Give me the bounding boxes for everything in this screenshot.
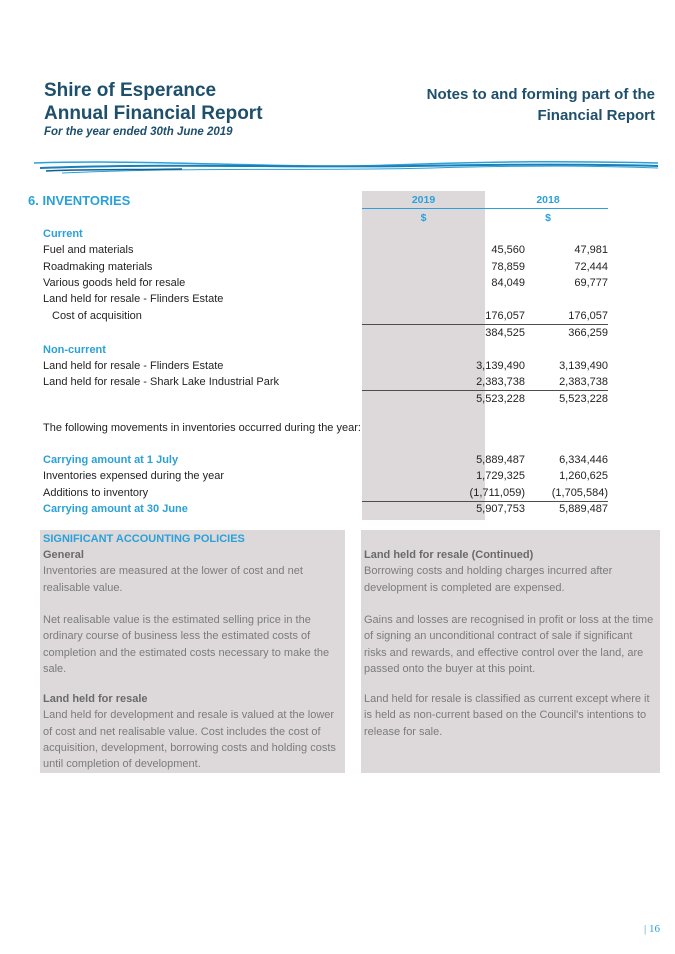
table-row [43, 468, 608, 484]
current-heading-row [43, 226, 608, 242]
notes-title [335, 84, 655, 126]
value-2018: 3,139,490 [559, 360, 608, 372]
row-label: Carrying amount at 1 July [43, 454, 179, 466]
value-2018: 47,981 [574, 244, 608, 256]
value-2019: 176,057 [485, 310, 525, 322]
value-2018: 5,889,487 [559, 503, 608, 515]
policy-land-p1: Land held for development and resale is valued at the lower of cost and net realisable value. Cost includes the cost of acquisition, development, borrowing costs and holding costs until completion of development. [43, 709, 336, 771]
report-title: Annual Financial Report [44, 103, 263, 124]
policy-land [43, 691, 339, 772]
table-row [43, 308, 608, 324]
row-label: Land held for resale - Flinders Estate [43, 293, 224, 305]
current-heading: Current [43, 228, 83, 240]
value-2019: 45,560 [491, 244, 525, 256]
table-row [43, 452, 608, 468]
notes-title-line1: Notes to and forming part of the [426, 86, 655, 103]
value-2018: 72,444 [574, 261, 608, 273]
value-2018: 69,777 [574, 277, 608, 289]
policy-land-title: Land held for resale [43, 693, 148, 705]
value-2019: 1,729,325 [476, 470, 525, 482]
unit-2019: $ [420, 212, 427, 224]
row-label: Inventories expensed during the year [43, 470, 225, 482]
table-row [43, 374, 608, 390]
column-header-2019: 2019 [411, 194, 436, 206]
value-2019: (1,711,059) [469, 487, 525, 499]
policy-land-cont-title: Land held for resale (Continued) [364, 549, 534, 561]
noncurrent-heading-row [43, 342, 608, 358]
value-2018: (1,705,584) [551, 487, 608, 499]
value-2018: 176,057 [568, 310, 608, 322]
current-total-row [43, 325, 608, 341]
noncurrent-total-2018: 5,523,228 [559, 393, 608, 405]
noncurrent-total-2019: 5,523,228 [476, 393, 525, 405]
organisation-name: Shire of Esperance [44, 80, 217, 101]
noncurrent-heading: Non-current [43, 344, 106, 356]
value-2019: 3,139,490 [476, 360, 525, 372]
value-2019: 5,889,487 [476, 454, 525, 466]
policy-general [43, 547, 339, 596]
page-number: | 16 [644, 923, 660, 935]
policy-land-continued [364, 547, 656, 596]
table-row [43, 259, 608, 275]
policy-land-cont-p3: Land held for resale is classified as current except where it is held as non-current based on the Council's intentions to release for sale. [364, 693, 650, 738]
unit-2018: $ [545, 212, 551, 224]
value-2019: 5,907,753 [476, 503, 525, 515]
current-total-2018: 366,259 [568, 327, 608, 339]
row-label: Additions to inventory [43, 487, 149, 499]
report-period: For the year ended 30th June 2019 [44, 126, 233, 138]
header-wave-decoration [32, 155, 662, 185]
policy-land-cont-p2: Gains and losses are recognised in profit or loss at the time of signing an unconditional contract of sale if significant risks and rewards, and effective control over the land, are passed onto the buyer at this point. [364, 614, 654, 675]
value-2018: 2,383,738 [559, 376, 608, 388]
row-label: Fuel and materials [43, 244, 134, 256]
table-row [43, 358, 608, 374]
table-row [43, 291, 608, 307]
row-label: Carrying amount at 30 June [43, 503, 188, 515]
row-label: Land held for resale - Flinders Estate [43, 360, 224, 372]
policy-general-p2: Net realisable value is the estimated selling price in the ordinary course of business less the estimated costs of completion and the estimated costs necessary to make the sale. [43, 614, 330, 675]
row-label: Roadmaking materials [43, 261, 153, 273]
note-title: 6. INVENTORIES [28, 193, 131, 208]
row-label: Cost of acquisition [52, 310, 142, 322]
policy-general-title: General [43, 549, 84, 561]
policy-land-cont-p1: Borrowing costs and holding charges incurred after development is completed are expensed. [364, 565, 613, 594]
row-label: Various goods held for resale [43, 277, 186, 289]
column-header-rule [362, 208, 608, 209]
policies-heading: SIGNIFICANT ACCOUNTING POLICIES [43, 533, 245, 545]
value-2019: 78,859 [491, 261, 525, 273]
noncurrent-total-row [43, 391, 608, 407]
notes-title-line2: Financial Report [537, 107, 655, 124]
value-2019: 2,383,738 [476, 376, 525, 388]
column-header-2018: 2018 [536, 194, 560, 206]
value-2019: 84,049 [491, 277, 525, 289]
table-row [43, 485, 608, 501]
value-2018: 6,334,446 [559, 454, 608, 466]
table-row [43, 501, 608, 517]
movements-intro: The following movements in inventories occurred during the year: [43, 422, 361, 434]
movements-intro-row [43, 420, 608, 436]
table-row [43, 275, 608, 291]
row-label: Land held for resale - Shark Lake Industrial Park [43, 376, 280, 388]
table-row [43, 242, 608, 258]
current-total-2019: 384,525 [485, 327, 525, 339]
policy-general-p1: Inventories are measured at the lower of cost and net realisable value. [43, 565, 303, 594]
value-2018: 1,260,625 [559, 470, 608, 482]
